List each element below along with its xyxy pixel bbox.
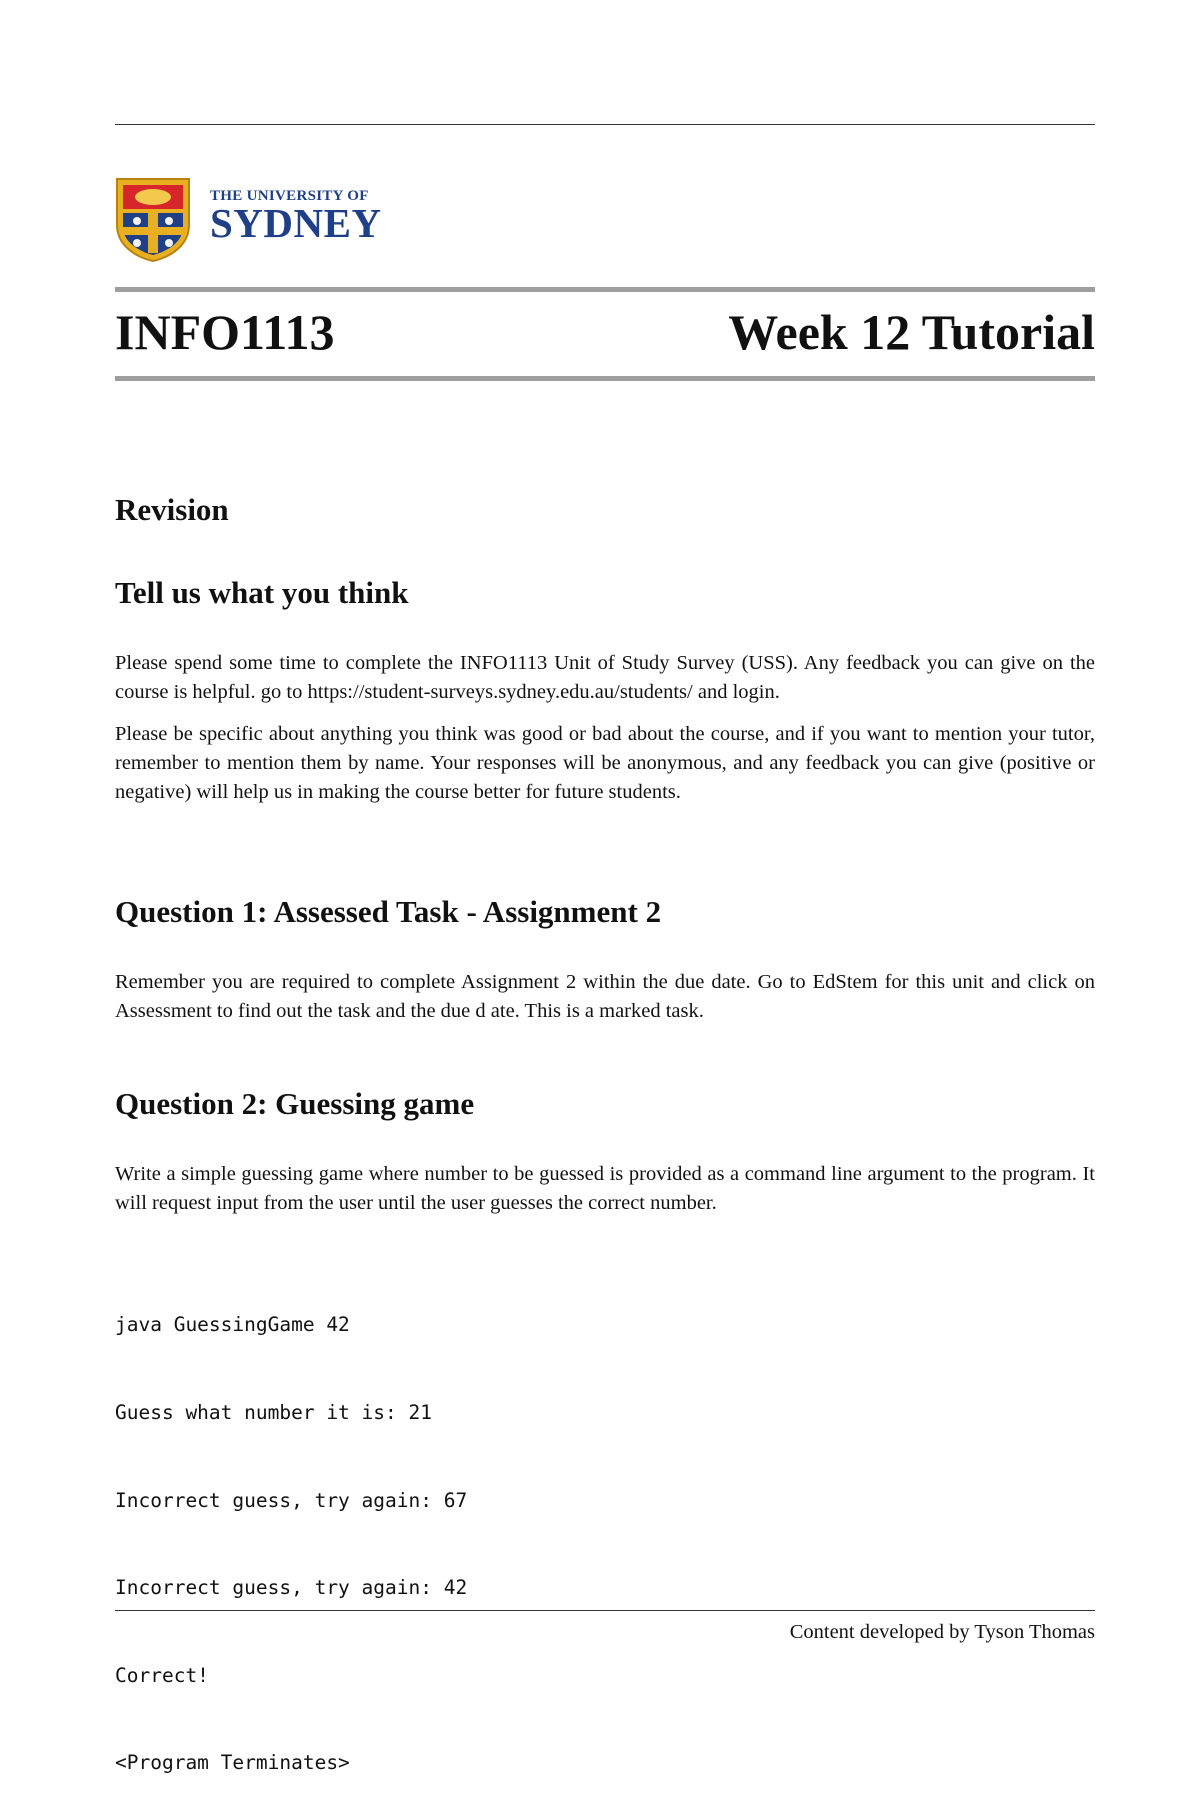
university-logo (113, 175, 382, 265)
logo-line2: SYDNEY (210, 200, 382, 246)
code-line: Incorrect guess, try again: 67 (115, 1488, 468, 1512)
feedback-paragraph-1: Please spend some time to complete the INFO1113 Unit of Study Survey (USS). Any feedback you can give on the course is helpful. go to https://student-surveys.sydney.edu.au/students/ and login. (115, 652, 1095, 703)
heading-feedback: Tell us what you think (115, 575, 409, 610)
heading-revision: Revision (115, 492, 229, 527)
course-code: INFO1113 (115, 304, 335, 360)
code-block (115, 1252, 467, 1807)
code-line: Incorrect guess, try again: 42 (115, 1576, 468, 1600)
code-line: Correct! (115, 1663, 209, 1687)
code-line: <Program Terminates> (115, 1751, 350, 1775)
header-band-top (115, 287, 1095, 292)
heading-question-2: Question 2: Guessing game (115, 1086, 475, 1121)
code-line: Guess what number it is: 21 (115, 1401, 432, 1424)
header-band-bottom (115, 376, 1095, 381)
top-rule (115, 124, 1095, 125)
footer-rule (115, 1610, 1095, 1611)
code-line: java GuessingGame 42 (115, 1313, 350, 1337)
heading-question-1: Question 1: Assessed Task - Assignment 2 (115, 894, 662, 929)
question-1-paragraph: Remember you are required to complete Assignment 2 within the due date. Go to EdStem for this unit and click on Assessment to find out the task and the due d ate. This is a marked task. (115, 971, 1095, 1022)
question-2-paragraph: Write a simple guessing game where number to be guessed is provided as a command line argument to the program. It will request input from the user until the user guesses the correct number. (115, 1163, 1095, 1214)
crest-icon (113, 175, 193, 263)
footer-credit: Content developed by Tyson Thomas (789, 1621, 1095, 1643)
tutorial-title: Week 12 Tutorial (728, 304, 1095, 360)
logo-line1: THE UNIVERSITY OF (210, 188, 369, 204)
feedback-paragraph-2: Please be specific about anything you think was good or bad about the course, and if you want to mention your tutor, remember to mention them by name. Your responses will be anonymous, and any feedback you can give (positive or negative) will help us in making the course better for future students. (115, 723, 1095, 803)
